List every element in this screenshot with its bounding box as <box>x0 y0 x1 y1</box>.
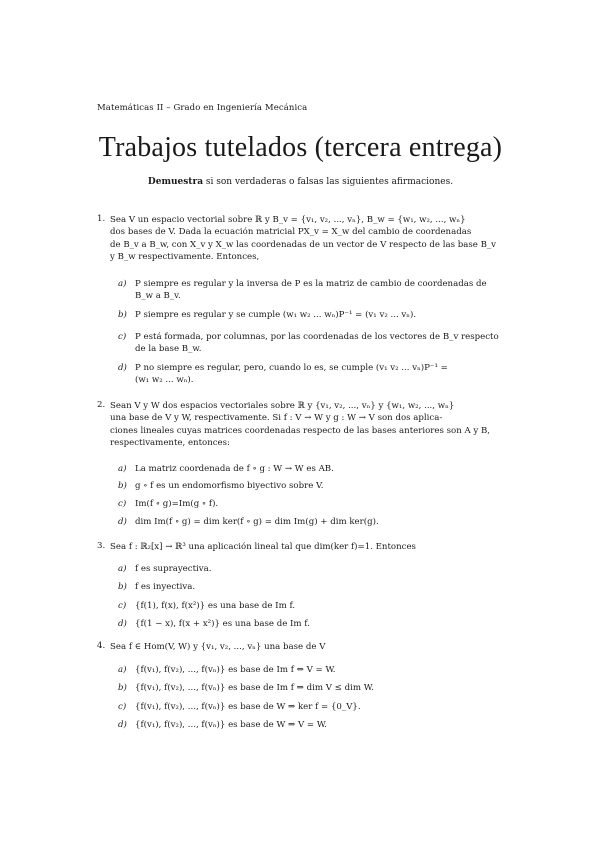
text-line: f es suprayectiva. <box>135 564 212 574</box>
text-line: de B_v a B_w, con X_v y X_w las coordenadas de un vector de V respecto de las base B_v <box>110 239 497 250</box>
text-line: La matriz coordenada de f ∘ g : W → W es AB. <box>135 464 334 474</box>
course-header: Matemáticas II – Grado en Ingeniería Mecánica <box>97 103 308 113</box>
text-line: P siempre es regular y se cumple (w₁ w₂ ... wₙ)P⁻¹ = (v₁ v₂ ... vₙ). <box>135 310 417 320</box>
question-2-number: 2. <box>97 400 106 410</box>
option-label: a) <box>118 279 127 289</box>
text-line: Sea V un espacio vectorial sobre ℝ y B_v = {v₁, v₂, ..., vₙ}, B_w = {w₁, w₂, ..., wₙ} <box>110 215 466 225</box>
text-line: {f(v₁), f(v₂), ..., f(vₙ)} es base de Im f ⇔ V = W. <box>135 665 336 675</box>
question-3-number: 3. <box>97 541 106 551</box>
text-line: {f(v₁), f(v₂), ..., f(vₙ)} es base de W ⇒ ker f = {0_V}. <box>135 702 361 712</box>
option-label: c) <box>118 332 127 342</box>
option-label: a) <box>118 564 127 574</box>
option-label: b) <box>118 310 127 320</box>
option-label: a) <box>118 665 127 675</box>
text-line: P siempre es regular y la inversa de P es la matriz de cambio de coordenadas de <box>135 279 487 289</box>
text-line: {f(1 − x), f(x + x²)} es una base de Im f. <box>135 619 310 629</box>
intro-text <box>0 177 601 187</box>
intro-bold: Demuestra <box>147 177 204 187</box>
option-label: c) <box>118 601 127 611</box>
question-1-number: 1. <box>97 214 106 224</box>
text-line: g ∘ f es un endomorfismo biyectivo sobre V. <box>135 481 324 491</box>
question-4-text <box>110 641 520 653</box>
question-3-text <box>110 541 520 553</box>
intro-rest: si son verdaderas o falsas las siguientes afirmaciones. <box>203 177 454 187</box>
text-line: P no siempre es regular, pero, cuando lo es, se cumple (v₁ v₂ ... vₙ)P⁻¹ = <box>135 363 448 373</box>
text-line: {f(1), f(x), f(x²)} es una base de Im f. <box>135 601 296 611</box>
text-line: {f(v₁), f(v₂), ..., f(vₙ)} es base de Im f ⇒ dim V ≤ dim W. <box>135 683 374 693</box>
option-label: d) <box>118 363 127 373</box>
text-line: P está formada, por columnas, por las coordenadas de los vectores de B_v respecto <box>135 332 499 342</box>
text-line: respectivamente, entonces: <box>110 438 230 449</box>
text-line: dos bases de V. Dada la ecuación matricial PX_v = X_w del cambio de coordenadas <box>110 227 472 238</box>
option-label: d) <box>118 517 127 527</box>
question-4-number: 4. <box>97 641 106 651</box>
text-line: dim Im(f ∘ g) = dim ker(f ∘ g) = dim Im(g) + dim ker(g). <box>135 517 379 527</box>
option-label: b) <box>118 481 127 491</box>
option-label: c) <box>118 499 127 509</box>
question-1-text <box>110 214 520 264</box>
page-title: Trabajos tutelados (tercera entrega) <box>98 132 503 163</box>
text-line: Im(f ∘ g)=Im(g ∘ f). <box>135 499 219 509</box>
text-line: una base de V y W, respectivamente. Si f : V → W y g : W → V son dos aplica- <box>110 413 443 424</box>
text-line: B_w a B_v. <box>135 291 181 302</box>
text-line: (w₁ w₂ ... wₙ). <box>135 375 194 386</box>
option-label: d) <box>118 619 127 629</box>
text-line: Sea f ∈ Hom(V, W) y {v₁, v₂, ..., vₙ} una base de V <box>110 642 326 652</box>
option-label: c) <box>118 702 127 712</box>
text-line: Sea f : ℝ₂[x] → ℝ³ una aplicación lineal tal que dim(ker f)=1. Entonces <box>110 542 416 552</box>
text-line: ciones lineales cuyas matrices coordenadas respecto de las bases anteriores son A y B, <box>110 425 491 436</box>
option-label: b) <box>118 683 127 693</box>
text-line: Sean V y W dos espacios vectoriales sobre ℝ y {v₁, v₂, ..., vₙ} y {w₁, w₂, ..., wₙ} <box>110 401 455 411</box>
text-line: de la base B_w. <box>135 344 202 355</box>
question-2-text <box>110 400 520 450</box>
option-label: b) <box>118 582 127 592</box>
option-label: d) <box>118 720 127 730</box>
option-label: a) <box>118 464 127 474</box>
text-line: {f(v₁), f(v₂), ..., f(vₙ)} es base de W ⇒ V = W. <box>135 720 327 730</box>
text-line: y B_w respectivamente. Entonces, <box>110 252 260 263</box>
text-line: f es inyectiva. <box>135 582 196 592</box>
